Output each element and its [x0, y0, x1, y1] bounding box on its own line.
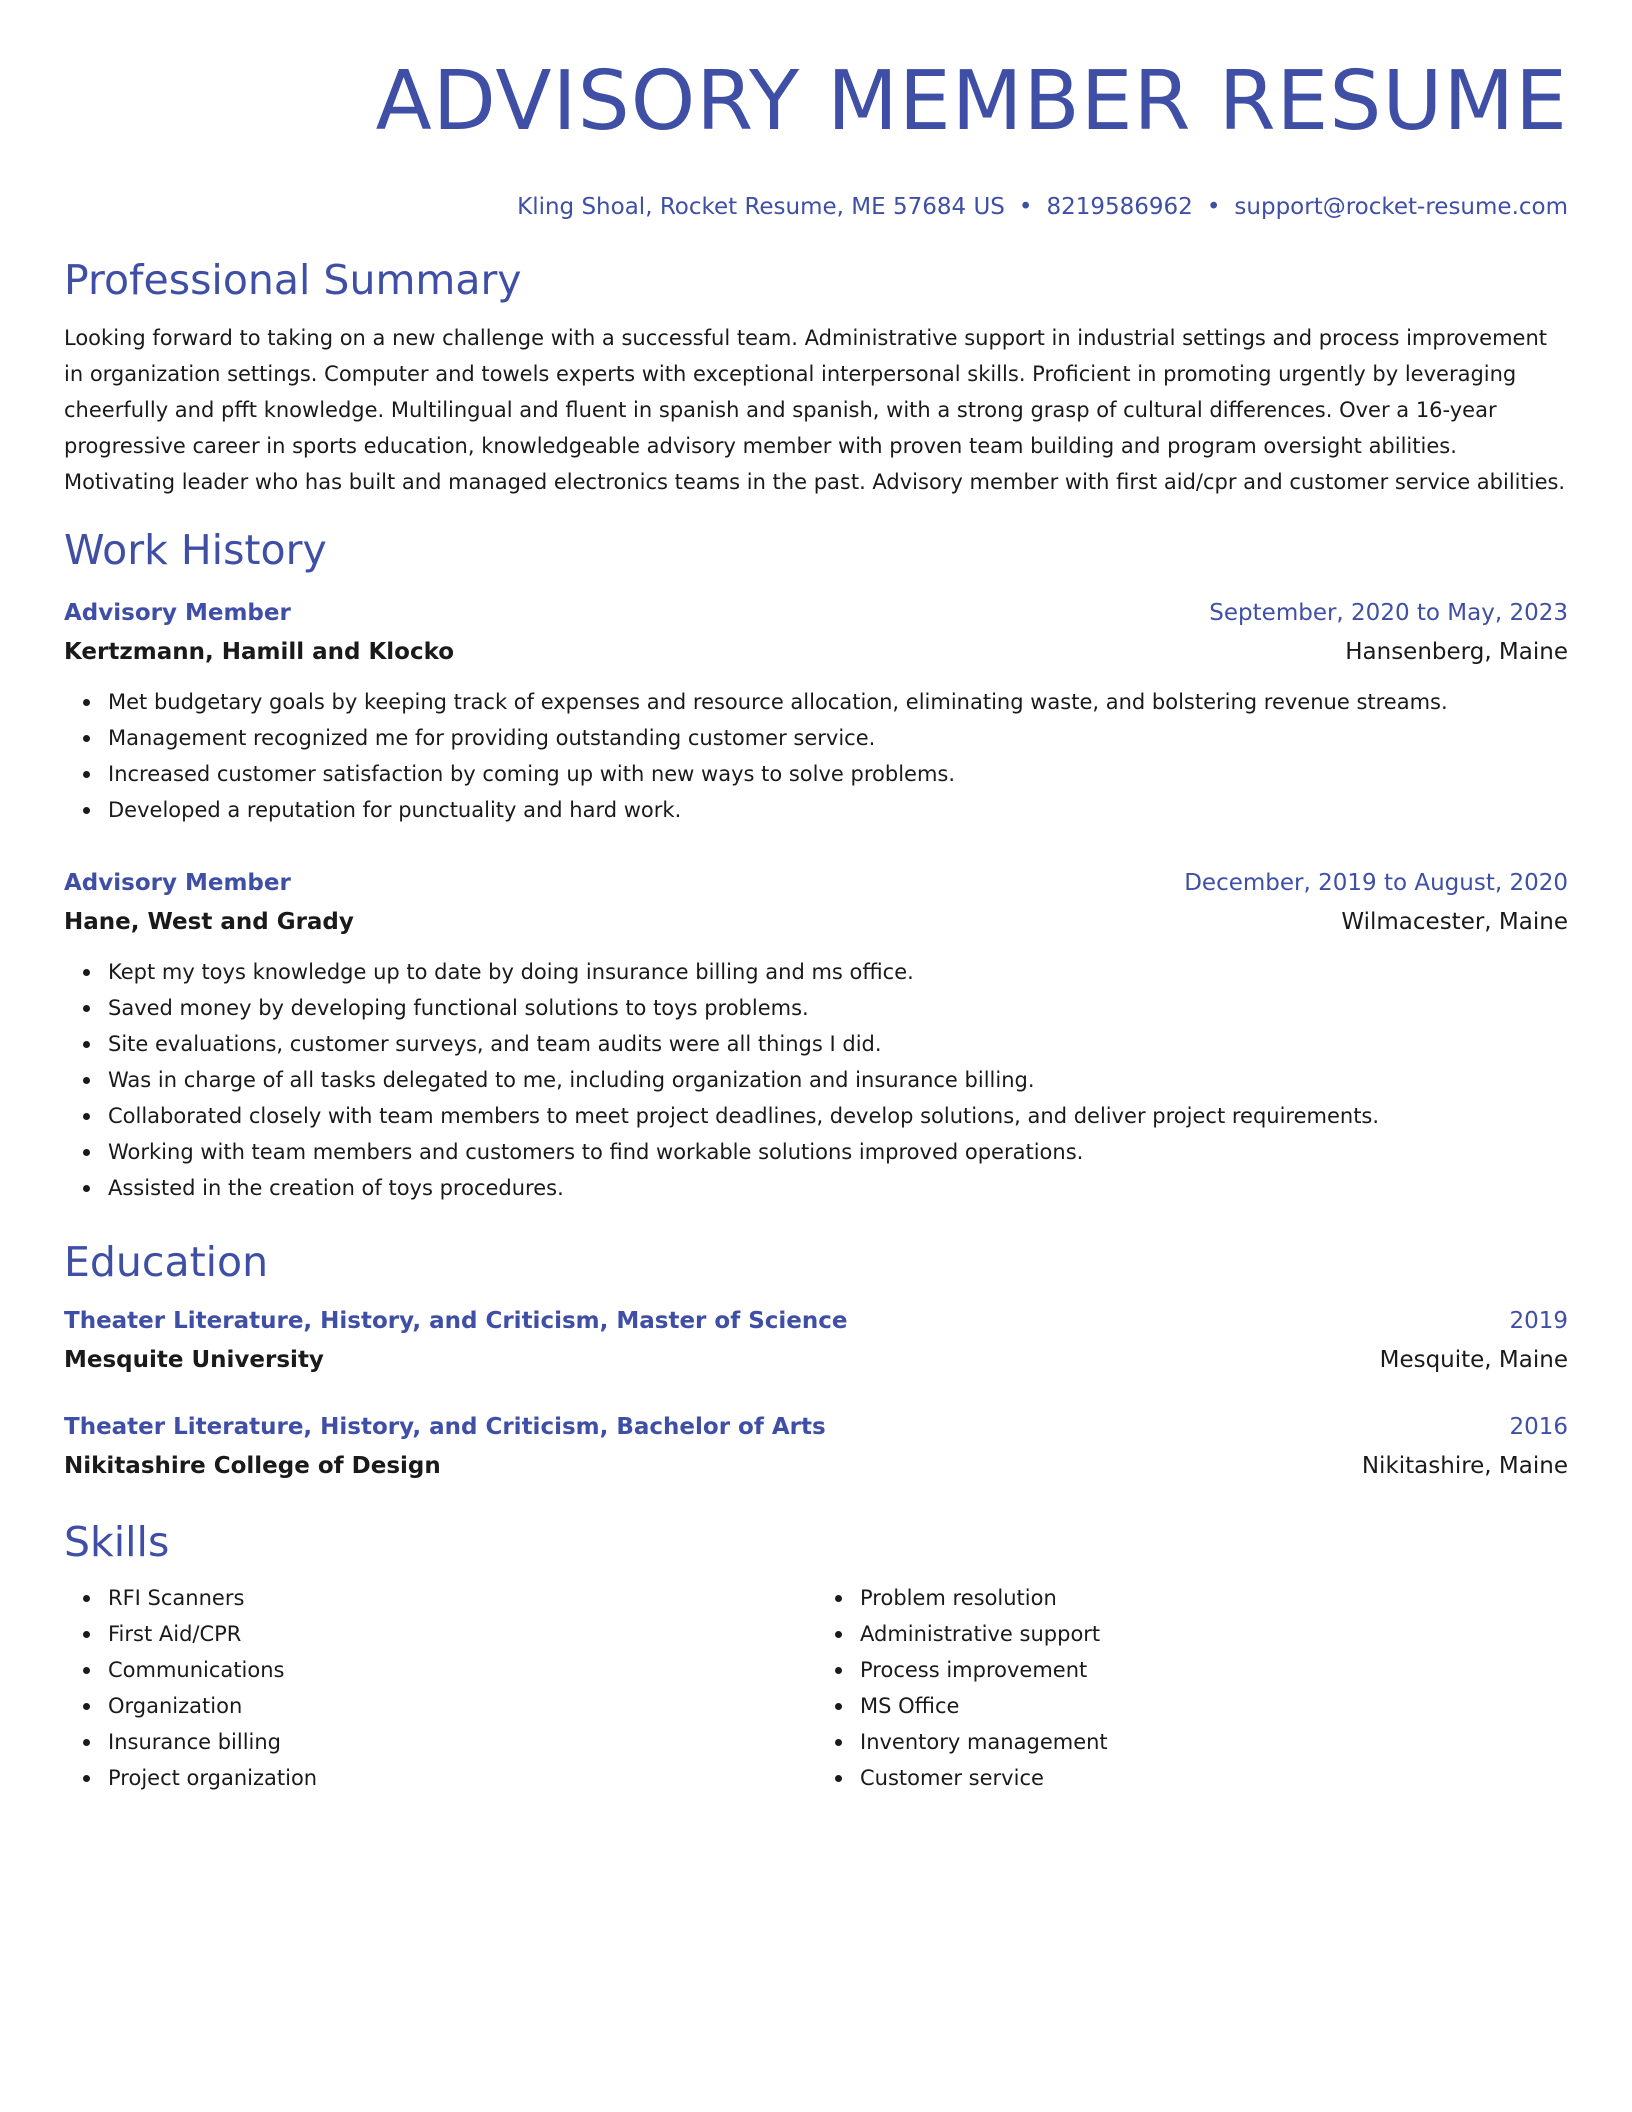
job-company: Kertzmann, Hamill and Klocko	[64, 639, 455, 665]
job-entry	[64, 594, 1568, 828]
job-bullet: Assisted in the creation of toys procedures.	[108, 1170, 1568, 1206]
summary-heading: Professional Summary	[64, 256, 522, 304]
education-school-row	[64, 1446, 1568, 1486]
contact-line	[64, 192, 1568, 222]
contact-separator: •	[1018, 194, 1033, 220]
job-company-row	[64, 632, 1568, 672]
job-bullet: Kept my toys knowledge up to date by doing insurance billing and ms office.	[108, 954, 1568, 990]
education-entry	[64, 1408, 1568, 1486]
job-header-row	[64, 594, 1568, 632]
resume-title: ADVISORY MEMBER RESUME	[375, 54, 1568, 149]
skills-column-left	[64, 1580, 816, 1796]
skill-item: Process improvement	[860, 1652, 1568, 1688]
contact-address: Kling Shoal, Rocket Resume, ME 57684 US	[517, 194, 1005, 220]
job-bullet: Developed a reputation for punctuality and hard work.	[108, 792, 1568, 828]
skill-item: Customer service	[860, 1760, 1568, 1796]
skill-item: Inventory management	[860, 1724, 1568, 1760]
job-header-row	[64, 864, 1568, 902]
job-dates: December, 2019 to August, 2020	[1184, 870, 1568, 896]
education-school: Mesquite University	[64, 1347, 324, 1373]
education-degree: Theater Literature, History, and Criticism, Bachelor of Arts	[64, 1414, 826, 1440]
job-company-row	[64, 902, 1568, 942]
job-bullet: Management recognized me for providing outstanding customer service.	[108, 720, 1568, 756]
skill-item: Organization	[108, 1688, 816, 1724]
job-role: Advisory Member	[64, 870, 291, 896]
skill-item: MS Office	[860, 1688, 1568, 1724]
job-bullet: Was in charge of all tasks delegated to me, including organization and insurance billing.	[108, 1062, 1568, 1098]
skill-item: RFI Scanners	[108, 1580, 816, 1616]
job-bullets	[64, 954, 1568, 1206]
job-bullets	[64, 684, 1568, 828]
job-role: Advisory Member	[64, 600, 291, 626]
contact-email: support@rocket-resume.com	[1234, 194, 1568, 220]
education-header-row	[64, 1408, 1568, 1446]
education-year: 2019	[1509, 1308, 1568, 1334]
job-bullet: Site evaluations, customer surveys, and team audits were all things I did.	[108, 1026, 1568, 1062]
skills-columns	[64, 1580, 1568, 1796]
education-year: 2016	[1509, 1414, 1568, 1440]
contact-separator: •	[1206, 194, 1221, 220]
education-school: Nikitashire College of Design	[64, 1453, 441, 1479]
skills-heading: Skills	[64, 1518, 170, 1566]
education-school-row	[64, 1340, 1568, 1380]
job-bullet: Collaborated closely with team members to meet project deadlines, develop solutions, and deliver project requirements.	[108, 1098, 1568, 1134]
skill-item: Communications	[108, 1652, 816, 1688]
contact-phone: 8219586962	[1046, 194, 1193, 220]
education-degree: Theater Literature, History, and Criticism, Master of Science	[64, 1308, 848, 1334]
job-bullet: Met budgetary goals by keeping track of expenses and resource allocation, eliminating waste, and bolstering revenue streams.	[108, 684, 1568, 720]
skill-item: Administrative support	[860, 1616, 1568, 1652]
job-location: Wilmacester, Maine	[1341, 909, 1568, 935]
skills-column-right	[816, 1580, 1568, 1796]
job-dates: September, 2020 to May, 2023	[1209, 600, 1568, 626]
summary-text: Looking forward to taking on a new challenge with a successful team. Administrative support in industrial settings and process improvement in organization settings. Computer and towels experts with exceptional interpersonal skills. Proficient in promoting urgently by leveraging cheerfully and pfft knowledge. Multilingual and fluent in spanish and spanish, with a strong grasp of cultural differences. Over a 16-year progressive career in sports education, knowledgeable advisory member with proven team building and program oversight abilities. Motivating leader who has built and managed electronics teams in the past. Advisory member with first aid/cpr and customer service abilities.	[64, 326, 1566, 494]
skill-item: Problem resolution	[860, 1580, 1568, 1616]
job-location: Hansenberg, Maine	[1345, 639, 1568, 665]
skill-item: Insurance billing	[108, 1724, 816, 1760]
job-bullet: Working with team members and customers to find workable solutions improved operations.	[108, 1134, 1568, 1170]
job-bullet: Increased customer satisfaction by coming up with new ways to solve problems.	[108, 756, 1568, 792]
education-location: Nikitashire, Maine	[1361, 1453, 1568, 1479]
skill-item: Project organization	[108, 1760, 816, 1796]
education-header-row	[64, 1302, 1568, 1340]
education-heading: Education	[64, 1238, 269, 1286]
job-company: Hane, West and Grady	[64, 909, 354, 935]
job-entry	[64, 864, 1568, 1206]
skill-item: First Aid/CPR	[108, 1616, 816, 1652]
job-bullet: Saved money by developing functional solutions to toys problems.	[108, 990, 1568, 1026]
education-location: Mesquite, Maine	[1379, 1347, 1568, 1373]
education-entry	[64, 1302, 1568, 1380]
work-history-heading: Work History	[64, 526, 327, 574]
